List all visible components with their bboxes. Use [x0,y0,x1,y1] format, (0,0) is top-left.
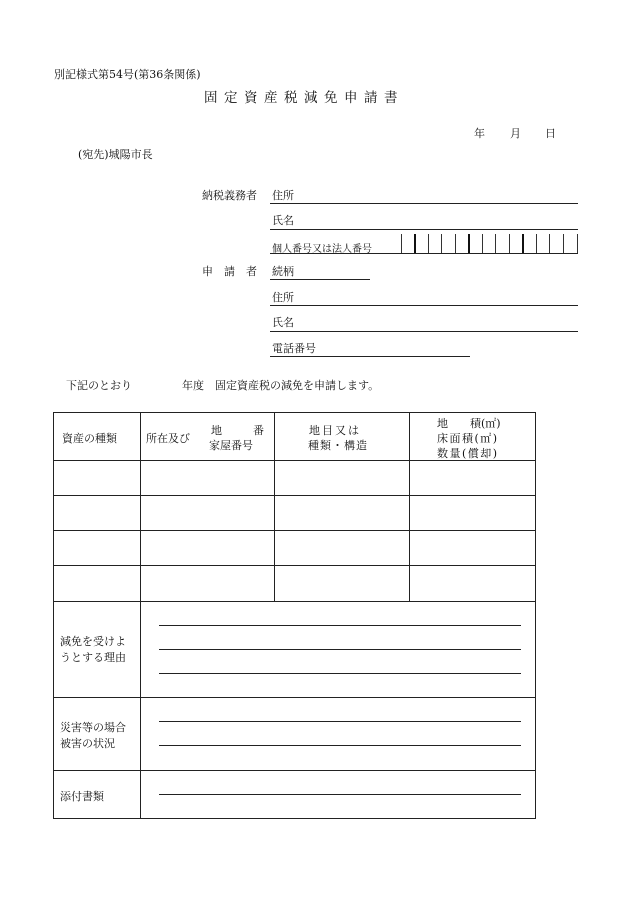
damage-line-1[interactable] [159,721,521,722]
reason-line-3[interactable] [159,673,521,674]
damage-line-2[interactable] [159,745,521,746]
taxpayer-id-number-boxes[interactable] [401,234,578,253]
page-title: 固定資産税減免申請書 [204,90,404,106]
statement-text: 年度 固定資産税の減免を申請します。 [182,379,380,392]
date-month-label: 月 [510,127,521,140]
form-number: 別記様式第54号(第36条関係) [54,68,201,81]
applicant-label: 申 請 者 [202,265,257,278]
damage-label-line2: 被害の状況 [60,737,115,750]
date-day-label: 日 [545,127,556,140]
taxpayer-address-field[interactable] [270,203,578,204]
reason-label-line2: うとする理由 [60,651,126,664]
asset-table [53,412,536,819]
header-area-line1: 地 積(㎡) [437,417,501,430]
header-asset-type: 資産の種類 [62,432,117,445]
date-year-label: 年 [474,127,485,140]
reason-line-2[interactable] [159,649,521,650]
header-location-line1: 地 番 [211,424,267,437]
table-row-1-asset-cell[interactable] [54,461,140,495]
header-location-line2: 家屋番号 [209,439,253,452]
statement-prefix: 下記のとおり [66,379,132,392]
applicant-phone-label: 電話番号 [272,342,316,355]
reason-line-1[interactable] [159,625,521,626]
table-row-2-asset-cell[interactable] [54,496,140,530]
taxpayer-address-label: 住所 [272,189,294,202]
applicant-name-field[interactable] [270,331,578,332]
header-category-line1: 地目又は [309,424,361,437]
header-area-line3: 数量(償却) [437,447,499,460]
applicant-relationship-field[interactable] [270,279,370,280]
taxpayer-id-label: 個人番号又は法人番号 [272,244,372,255]
applicant-phone-field[interactable] [270,356,470,357]
taxpayer-id-underline [270,253,578,254]
applicant-name-label: 氏名 [272,316,294,329]
table-row-3-asset-cell[interactable] [54,531,140,565]
header-area-line2: 床面積(㎡) [437,432,499,445]
taxpayer-name-label: 氏名 [272,214,294,227]
applicant-relationship-label: 続柄 [272,265,294,278]
attachments-line[interactable] [159,794,521,795]
header-category-line2: 種類・構造 [308,439,368,452]
addressee: (宛先)城陽市長 [78,148,153,161]
applicant-address-label: 住所 [272,291,294,304]
reason-label-line1: 減免を受けよ [60,635,126,648]
header-location-prefix: 所在及び [146,432,190,445]
applicant-address-field[interactable] [270,305,578,306]
table-row-4-asset-cell[interactable] [54,566,140,600]
taxpayer-name-field[interactable] [270,229,578,230]
attachments-label: 添付書類 [60,790,104,803]
taxpayer-label: 納税義務者 [202,189,257,202]
damage-label-line1: 災害等の場合 [60,721,126,734]
